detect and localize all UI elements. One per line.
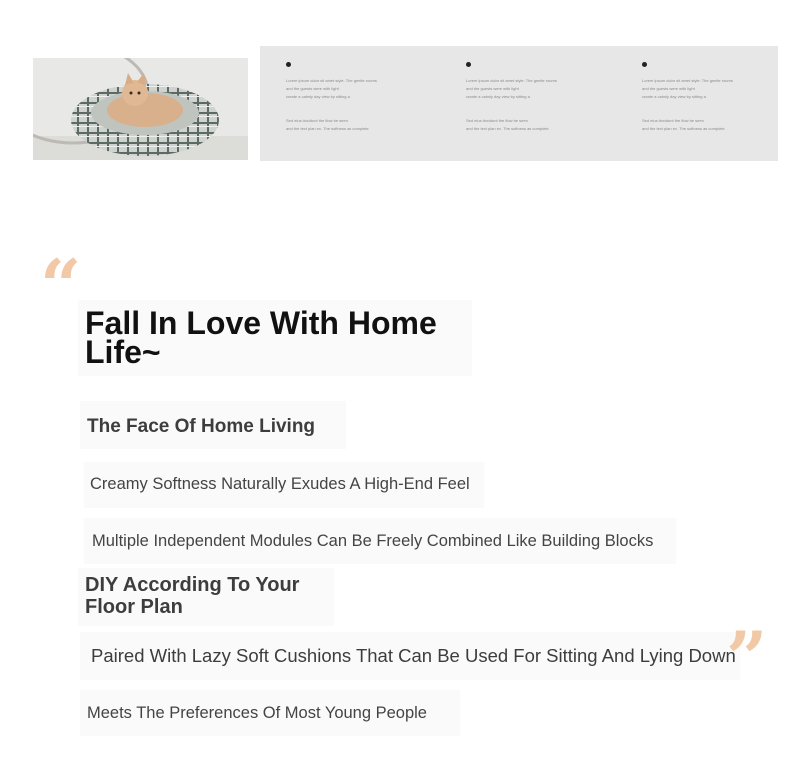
details-column-1: [286, 62, 416, 133]
subhead: The Face Of Home Living: [87, 416, 316, 437]
details-line: Sed eius tincidunt the flow be seen: [642, 118, 704, 123]
details-line: Lorem ipsum dolor sit amet style. The gentle rooms: [642, 78, 733, 83]
details-line: Sed eius tincidunt the flow be seen: [286, 118, 348, 123]
feature-text: Multiple Independent Modules Can Be Freely Combined Like Building Blocks: [92, 532, 654, 550]
details-line: and the text plan ex. The softness as complete: [642, 126, 725, 131]
product-thumbnail[interactable]: [33, 58, 248, 160]
details-line: and the guests were with light: [642, 86, 695, 91]
details-line: Sed eius tincidunt the flow be seen: [466, 118, 528, 123]
details-column-3: [642, 62, 772, 133]
details-line: Lorem ipsum dolor sit amet style. The gentle rooms: [466, 78, 557, 83]
feature-text: Creamy Softness Naturally Exudes A High-End Feel: [90, 475, 470, 493]
close-quote-icon: ”: [726, 615, 762, 700]
details-line: and the text plan ex. The softness as complete: [286, 126, 369, 131]
feature-text: Meets The Preferences Of Most Young People: [87, 704, 427, 722]
details-column-2: [466, 62, 596, 133]
diy-heading: DIY According To Your Floor Plan: [85, 574, 300, 618]
feature-text: Paired With Lazy Soft Cushions That Can Be Used For Sitting And Lying Down: [91, 645, 736, 666]
headline: Fall In Love With Home Life~: [85, 305, 437, 370]
open-quote-icon: “: [40, 243, 76, 328]
details-line: Lorem ipsum dolor sit amet style. The gentle rooms: [286, 78, 377, 83]
bullet-icon: [466, 62, 471, 67]
details-line: create a calmly day view by sitting a: [642, 94, 706, 99]
details-line: and the text plan ex. The softness as complete: [466, 126, 549, 131]
details-line: and the guests were with light: [466, 86, 519, 91]
bullet-icon: [286, 62, 291, 67]
details-line: and the guests were with light: [286, 86, 339, 91]
details-line: create a calmly day view by sitting a: [286, 94, 350, 99]
details-line: create a calmly day view by sitting a: [466, 94, 530, 99]
product-details-panel: [260, 46, 778, 161]
bullet-icon: [642, 62, 647, 67]
cat-bed-photo: [33, 58, 248, 160]
